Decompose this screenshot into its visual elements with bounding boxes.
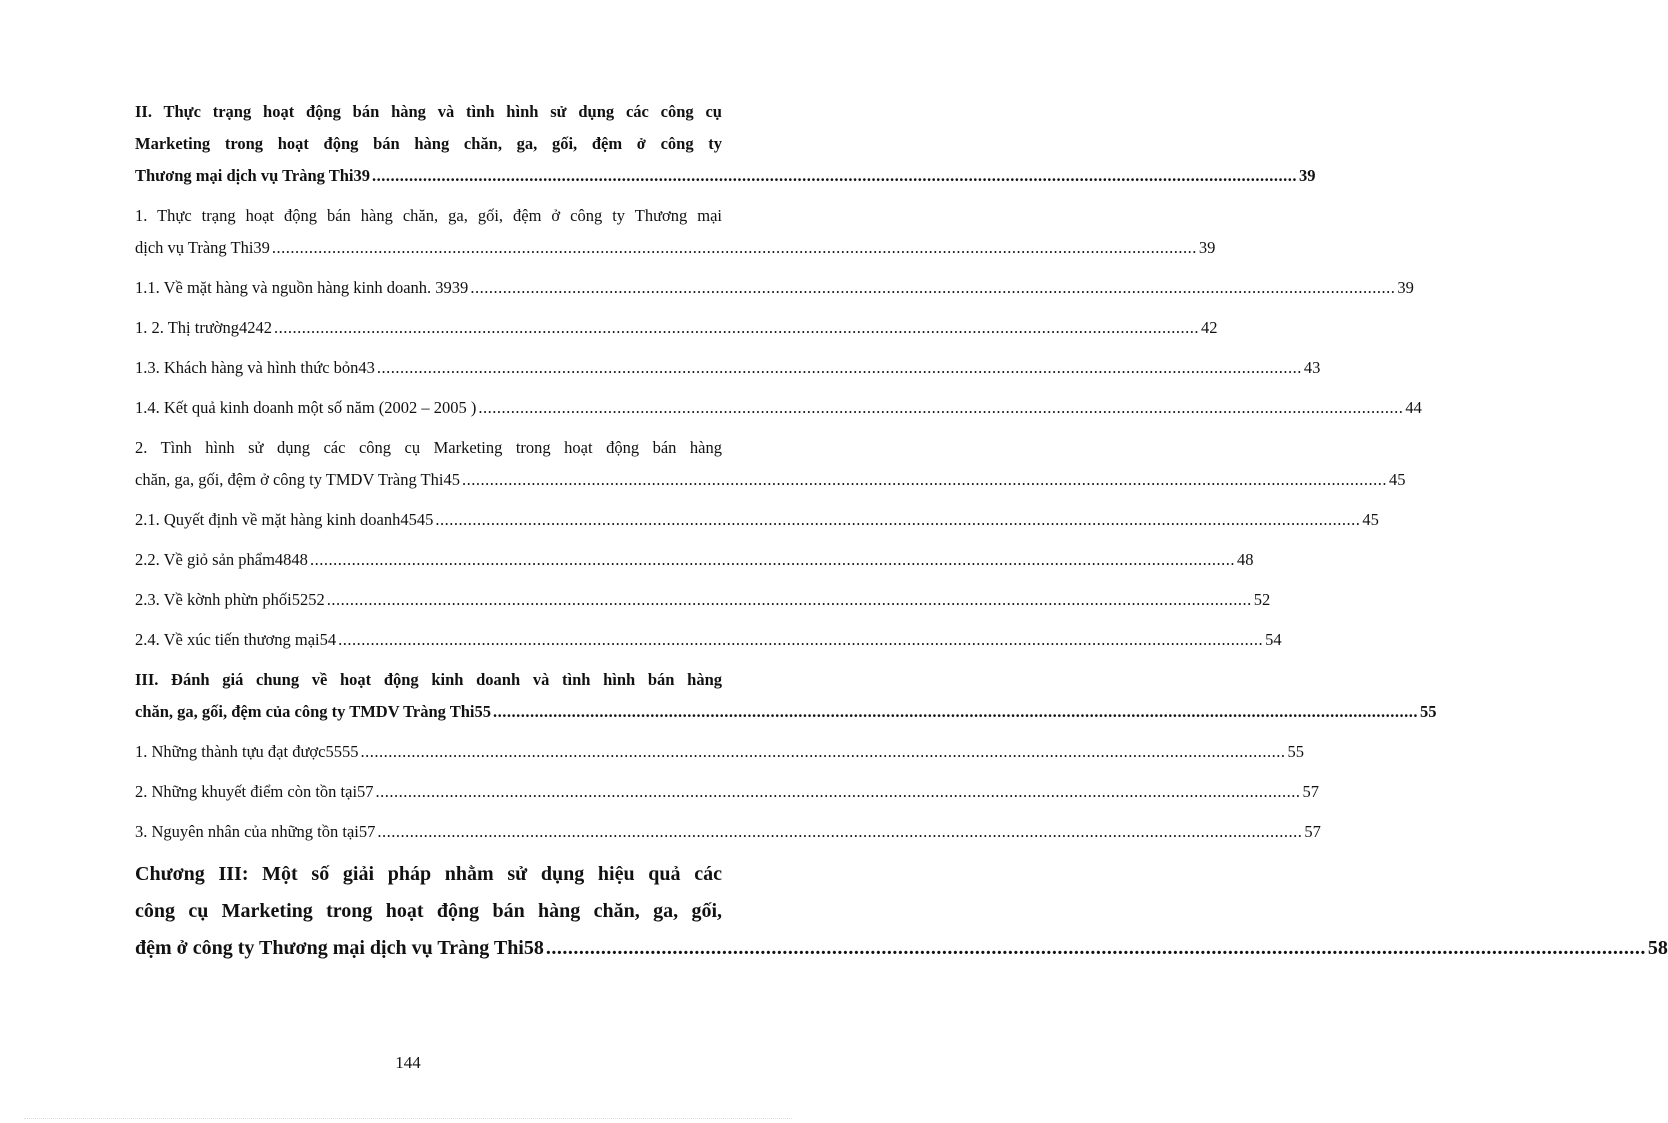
- dot-leader: ........................................................................................................................................................................................................: [274, 318, 1199, 337]
- toc-entry-leader-line: [135, 624, 1282, 656]
- toc-entry-title: 3. Nguyên nhân của những tồn tại57: [135, 822, 376, 841]
- toc-entry-page: 48: [1236, 550, 1254, 569]
- toc-entry-page: 45: [1388, 470, 1406, 489]
- dot-leader: ........................................................................................................................................................................................................: [326, 590, 1252, 609]
- toc-entry-page: 55: [1287, 742, 1304, 761]
- dot-leader: ........................................................................................................................................................................................................: [470, 278, 1396, 297]
- toc-entry-leader-line: [135, 392, 1422, 424]
- toc-entry-page: 45: [1362, 510, 1379, 529]
- toc-entry-leader-line: [135, 504, 1379, 536]
- toc-entry: [135, 776, 1320, 808]
- toc-entry-title: dịch vụ Tràng Thi39: [135, 238, 270, 257]
- toc-entry-leader-line: [135, 736, 1304, 768]
- dot-leader: ........................................................................................................................................................................................................: [493, 702, 1419, 721]
- toc-entry-leader-line: [135, 816, 1321, 848]
- toc-entry-title: 2.1. Quyết định về mặt hàng kinh doanh4545: [135, 510, 434, 529]
- toc-entry-line: Chương III: Một số giải pháp nhằm sử dụng hiệu quả các: [135, 863, 722, 885]
- dot-leader: ........................................................................................................................................................................................................: [461, 470, 1387, 489]
- toc-entry-title: chăn, ga, gối, đệm của công ty TMDV Tràng Thi55: [135, 702, 492, 721]
- toc-entry-line: công cụ Marketing trong hoạt động bán hàng chăn, ga, gối,: [135, 900, 722, 922]
- toc-entry-page: 42: [1201, 318, 1218, 337]
- toc-entry-title: 1.3. Khách hàng và hình thức bỏn43: [135, 358, 375, 377]
- toc-entry-page: 39: [1299, 166, 1316, 185]
- toc-entry-line: Marketing trong hoạt động bán hàng chăn, ga, gối, đệm ở công ty: [135, 134, 722, 153]
- toc-entry-title: 1. Những thành tựu đạt được5555: [135, 742, 359, 761]
- dot-leader: ........................................................................................................................................................................................................: [375, 782, 1301, 801]
- dot-leader: ........................................................................................................................................................................................................: [360, 742, 1286, 761]
- dot-leader: ........................................................................................................................................................................................................: [372, 166, 1297, 185]
- toc-entry: [135, 816, 1321, 848]
- toc-entry: [135, 352, 1321, 384]
- toc-entry-page: 39: [1198, 238, 1216, 257]
- table-of-contents: [135, 96, 1668, 967]
- toc-entry-leader-line: [135, 696, 1437, 728]
- toc-entry-title: 1.4. Kết quả kinh doanh một số năm (2002 – 2005 ): [135, 398, 477, 417]
- toc-entry: [135, 664, 1437, 728]
- dot-leader: ........................................................................................................................................................................................................: [271, 238, 1197, 257]
- toc-entry-page: 58: [1647, 937, 1668, 959]
- toc-entry-line: II. Thực trạng hoạt động bán hàng và tình hình sử dụng các công cụ: [135, 102, 722, 121]
- toc-entry: [135, 96, 1316, 192]
- toc-entry-leader-line: [135, 584, 1271, 616]
- toc-entry-leader-line: [135, 232, 1216, 264]
- toc-entry-page: 54: [1265, 630, 1282, 649]
- toc-entry-line: 1. Thực trạng hoạt động bán hàng chăn, ga, gối, đệm ở công ty Thương mại: [135, 206, 722, 225]
- toc-entry: [135, 504, 1379, 536]
- toc-entry: [135, 392, 1422, 424]
- toc-entry-leader-line: [135, 312, 1218, 344]
- toc-entry-page: 43: [1303, 358, 1321, 377]
- toc-entry-leader-line: [135, 776, 1320, 808]
- toc-entry-page: 57: [1304, 822, 1321, 841]
- toc-entry-line: 2. Tình hình sử dụng các công cụ Marketing trong hoạt động bán hàng: [135, 438, 722, 457]
- dot-leader: ........................................................................................................................................................................................................: [309, 550, 1235, 569]
- toc-entry-page: 55: [1420, 702, 1437, 721]
- dot-leader: ........................................................................................................................................................................................................: [377, 822, 1303, 841]
- toc-entry: [135, 432, 1406, 496]
- toc-entry-title: 1. 2. Thị trường4242: [135, 318, 272, 337]
- toc-entry-title: 2.2. Về giỏ sản phẩm4848: [135, 550, 308, 569]
- toc-entry-page: 44: [1405, 398, 1422, 417]
- toc-entry-title: Thương mại dịch vụ Tràng Thi39: [135, 166, 370, 185]
- toc-entry: [135, 544, 1254, 576]
- toc-entry-title: chăn, ga, gối, đệm ở công ty TMDV Tràng Thi45: [135, 470, 460, 489]
- toc-entry-title: 2.4. Về xúc tiến thương mại54: [135, 630, 337, 649]
- toc-entry-page: 52: [1253, 590, 1271, 609]
- toc-entry: [135, 272, 1414, 304]
- toc-entry-leader-line: [135, 160, 1316, 192]
- toc-entry-leader-line: [135, 352, 1321, 384]
- dot-leader: ........................................................................................................................................................................................................: [338, 630, 1264, 649]
- toc-entry-line: III. Đánh giá chung về hoạt động kinh doanh và tình hình bán hàng: [135, 670, 722, 689]
- toc-entry-title: 1.1. Về mặt hàng và nguồn hàng kinh doanh. 3939: [135, 278, 469, 297]
- toc-entry: [135, 312, 1218, 344]
- dot-leader: ........................................................................................................................................................................................................: [545, 937, 1646, 959]
- toc-entry-leader-line: [135, 272, 1414, 304]
- dot-leader: ........................................................................................................................................................................................................: [435, 510, 1361, 529]
- toc-entry: [135, 624, 1282, 656]
- toc-entry: [135, 856, 1668, 967]
- toc-entry-leader-line: [135, 464, 1406, 496]
- toc-entry-page: 39: [1397, 278, 1414, 297]
- toc-entry-leader-line: [135, 544, 1254, 576]
- dot-leader: ........................................................................................................................................................................................................: [376, 358, 1302, 377]
- toc-entry-title: 2. Những khuyết điểm còn tồn tại57: [135, 782, 374, 801]
- toc-entry: [135, 200, 1216, 264]
- toc-entry: [135, 584, 1271, 616]
- dot-leader: ........................................................................................................................................................................................................: [478, 398, 1404, 417]
- toc-entry-title: đệm ở công ty Thương mại dịch vụ Tràng Thi58: [135, 937, 544, 959]
- page-number: 144: [395, 1053, 421, 1072]
- toc-entry-title: 2.3. Về kờnh phừn phối5252: [135, 590, 325, 609]
- toc-entry-leader-line: [135, 930, 1668, 967]
- toc-entry-page: 57: [1302, 782, 1320, 801]
- toc-entry: [135, 736, 1304, 768]
- page-bottom-edge: [24, 1118, 792, 1119]
